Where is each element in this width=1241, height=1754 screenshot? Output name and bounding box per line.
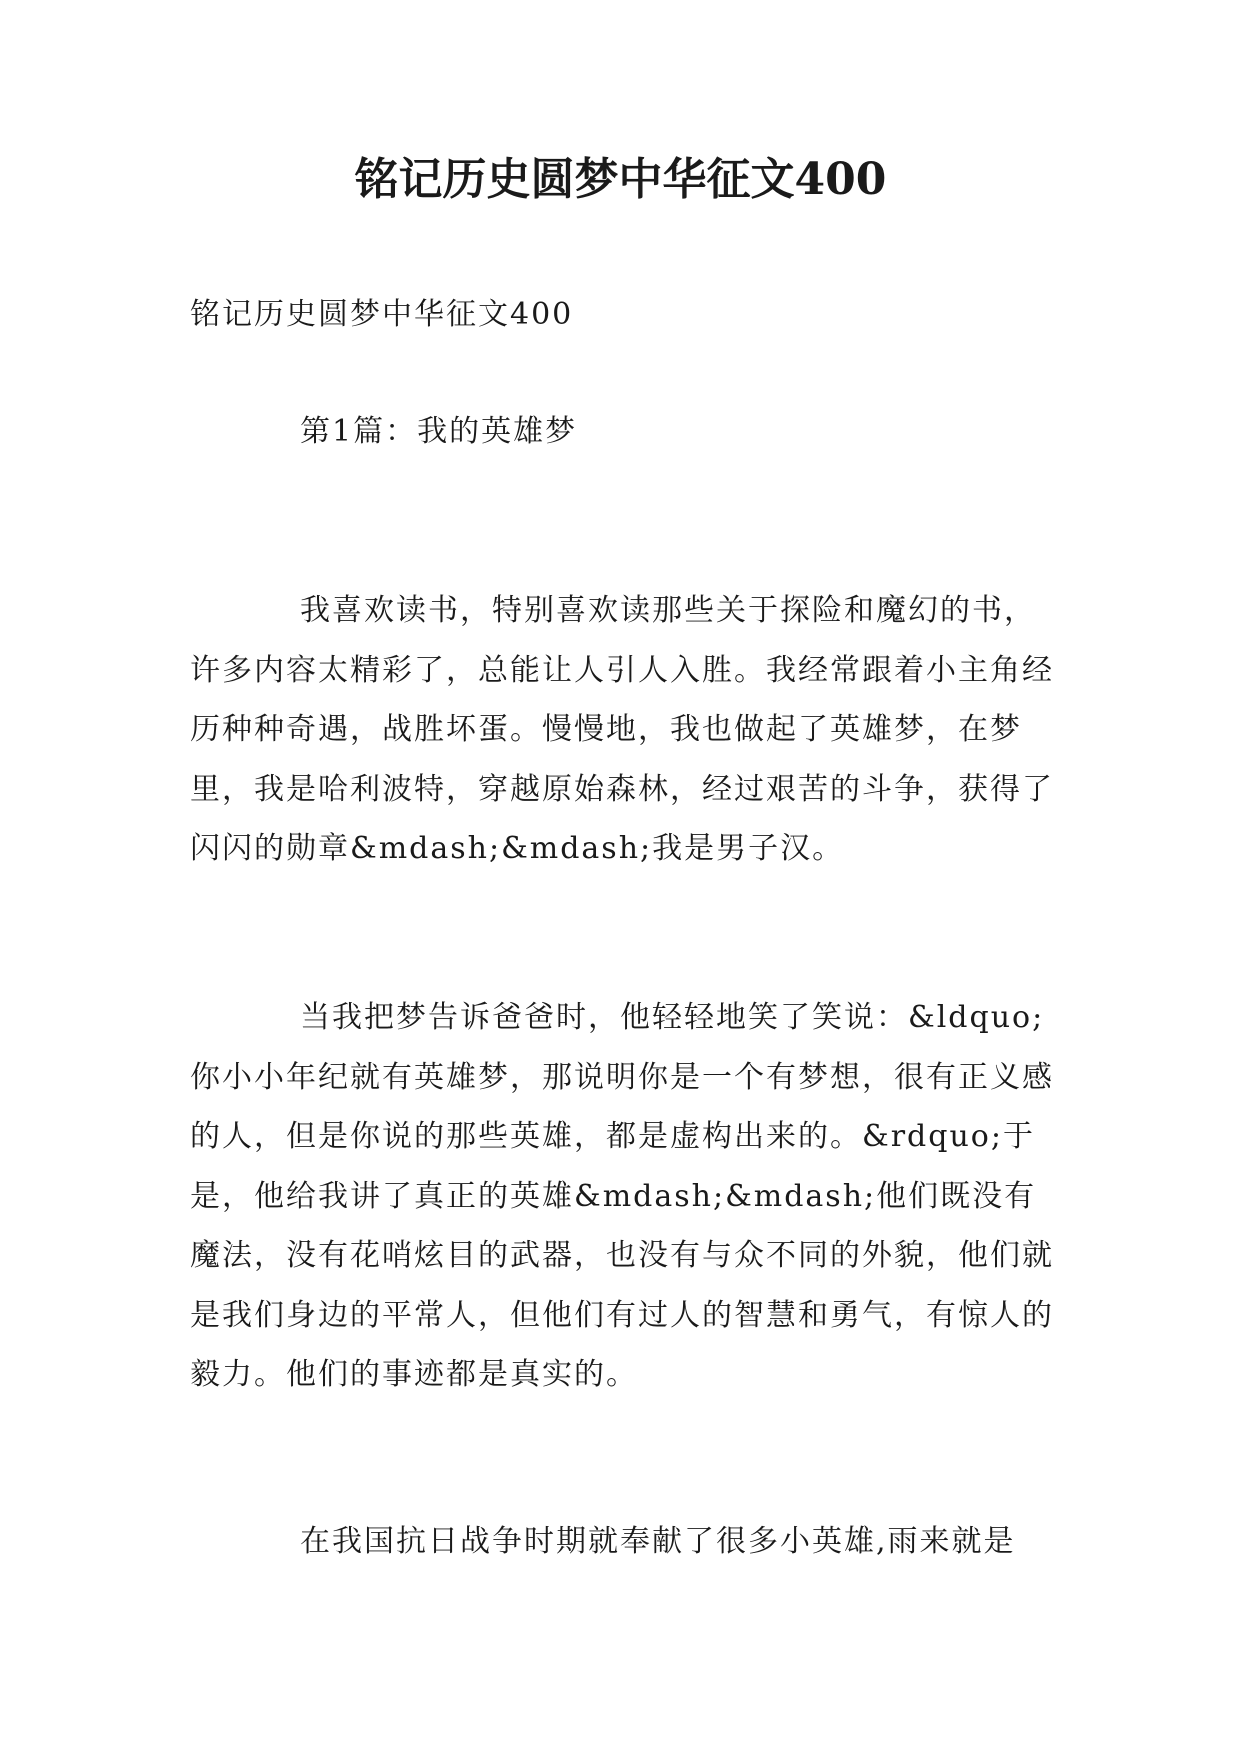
document-title: 铭记历史圆梦中华征文400 (354, 154, 887, 205)
section-heading: 第1篇：我的英雄梦 (300, 414, 578, 449)
document-subtitle: 铭记历史圆梦中华征文400 (190, 297, 574, 332)
paragraph-2: 当我把梦告诉爸爸时，他轻轻地笑了笑说：&ldquo;你小小年纪就有英雄梦，那说明你是一个有梦想，很有正义感的人，但是你说的那些英雄，都是虚构出来的。&rdquo;于是，他给我讲了真正的英雄&mdash;&mdash;他们既没有魔法，没有花哨炫目的武器，也没有与众不同的外貌，他们就是我们身边的平常人，但他们有过人的智慧和勇气，有惊人的毅力。他们的事迹都是真实的。 (190, 1000, 1054, 1392)
paragraph-1: 我喜欢读书，特别喜欢读那些关于探险和魔幻的书，许多内容太精彩了，总能让人引人入胜。我经常跟着小主角经历种种奇遇，战胜坏蛋。慢慢地，我也做起了英雄梦，在梦里，我是哈利波特，穿越原始森林，经过艰苦的斗争，获得了闪闪的勋章&mdash;&mdash;我是男子汉。 (190, 593, 1054, 866)
paragraph-3: 在我国抗日战争时期就奉献了很多小英雄,雨来就是 (300, 1524, 1016, 1559)
